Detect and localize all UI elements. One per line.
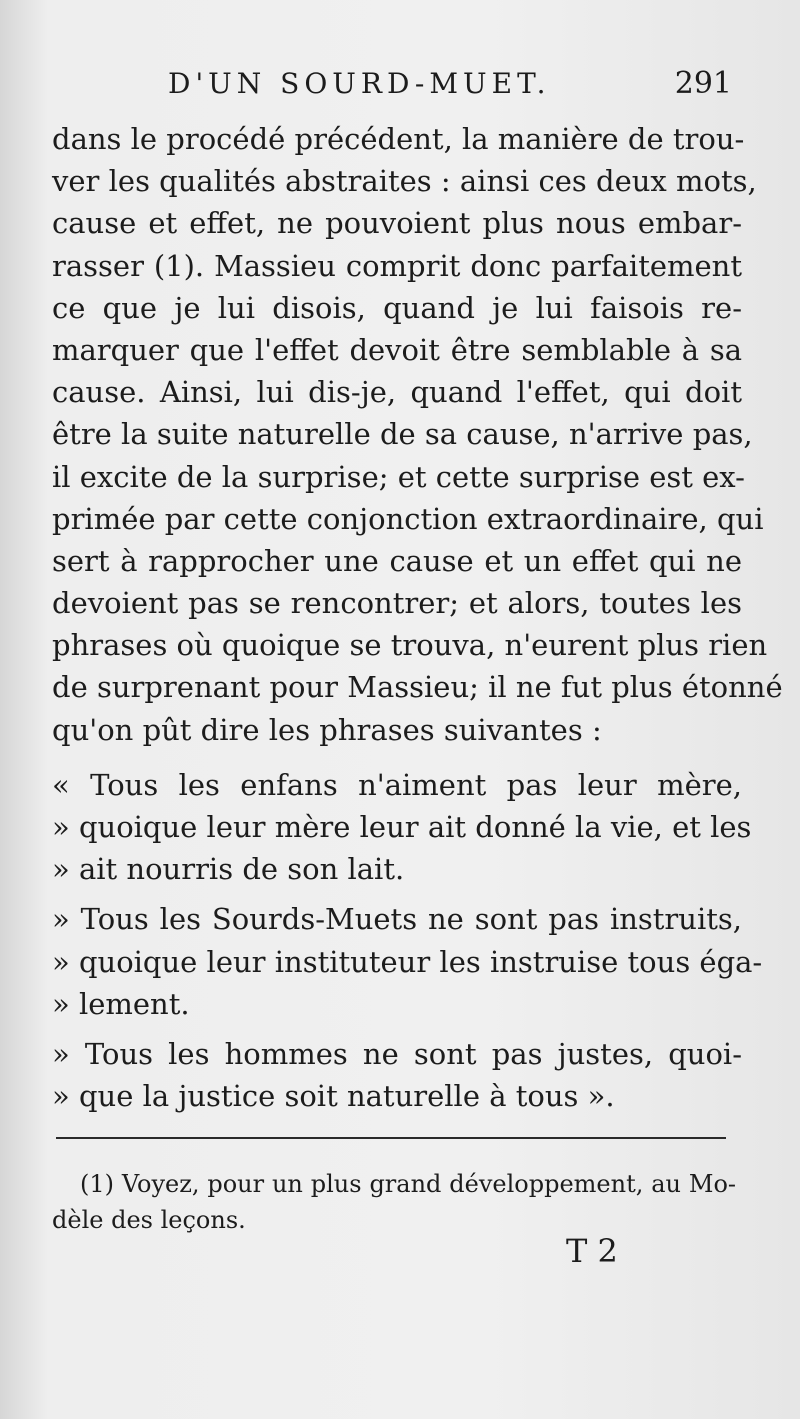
text-line: devoient pas se rencontrer; et alors, toutes les: [52, 586, 742, 621]
footnote-divider: [56, 1137, 726, 1139]
quote-block: [52, 1033, 742, 1117]
text-line: cause et effet, ne pouvoient plus nous embar-: [52, 206, 742, 241]
page-header: [120, 66, 732, 110]
quote-block: [52, 764, 752, 891]
text-line: ver les qualités abstraites : ainsi ces deux mots,: [52, 164, 757, 199]
running-title: D'UN SOURD-MUET.: [168, 67, 551, 100]
quote-line: » Tous les hommes ne sont pas justes, quoi-: [52, 1036, 742, 1071]
text-line: qu'on pût dire les phrases suivantes :: [52, 712, 602, 747]
text-line: il excite de la surprise; et cette surprise est ex-: [52, 459, 745, 494]
text-line: rasser (1). Massieu comprit donc parfaitement: [52, 248, 742, 283]
text-line: phrases où quoique se trouva, n'eurent plus rien: [52, 628, 768, 663]
signature-mark: T 2: [566, 1232, 618, 1270]
quote-line: » quoique leur mère leur ait donné la vie, et les: [52, 810, 752, 844]
quote-line: » Tous les Sourds-Muets ne sont pas instruits,: [52, 902, 742, 937]
text-line: marquer que l'effet devoit être semblable à sa: [52, 332, 742, 367]
quote-line: » quoique leur instituteur les instruise tous éga-: [52, 944, 763, 979]
footnote-line: (1) Voyez, pour un plus grand développement, au Mo-: [80, 1170, 736, 1198]
quote-line: « Tous les enfans n'aiment pas leur mère,: [52, 767, 742, 802]
footnote-line: dèle des leçons.: [52, 1206, 246, 1234]
quote-block: [52, 898, 763, 1025]
text-line: dans le procédé précédent, la manière de trou-: [52, 122, 745, 156]
main-text: [52, 118, 783, 1117]
quote-line: » que la justice soit naturelle à tous ».: [52, 1079, 615, 1114]
text-line: primée par cette conjonction extraordinaire, qui: [52, 501, 764, 536]
text-line: de surprenant pour Massieu; il ne fut plus étonné: [52, 670, 783, 705]
text-line: ce que je lui disois, quand je lui faisois re-: [52, 290, 742, 325]
paragraph: [52, 118, 783, 751]
quote-line: » ait nourris de son lait.: [52, 852, 405, 887]
text-line: sert à rapprocher une cause et un effet qui ne: [52, 543, 742, 578]
page-number: 291: [674, 66, 732, 101]
text-line: cause. Ainsi, lui dis-je, quand l'effet, qui doit: [52, 375, 742, 410]
text-line: être la suite naturelle de sa cause, n'arrive pas,: [52, 417, 753, 452]
quote-line: » lement.: [52, 986, 190, 1021]
footnote: [52, 1166, 736, 1238]
